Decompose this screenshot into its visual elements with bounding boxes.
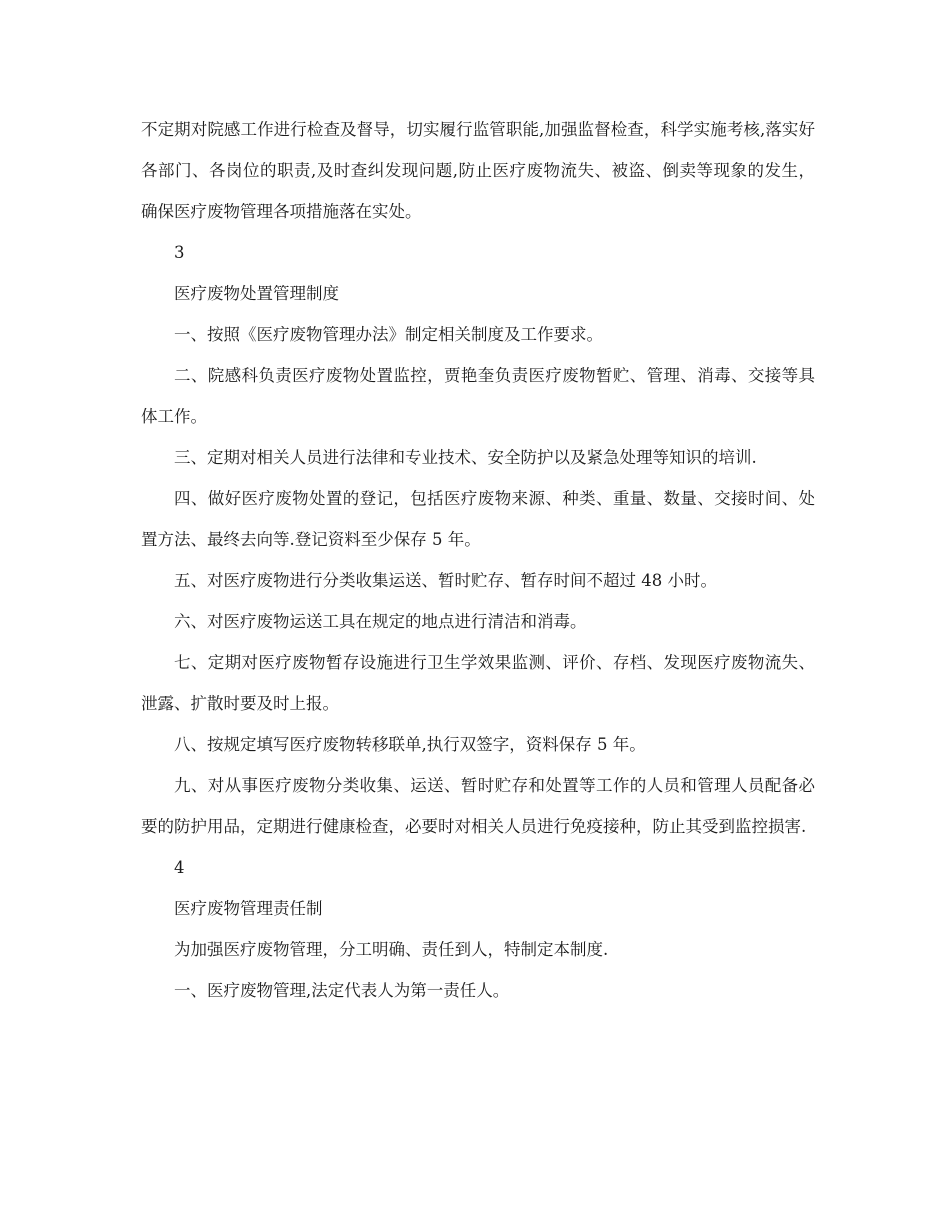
document-body	[141, 109, 815, 1011]
section-number-3: 3	[174, 243, 185, 262]
paragraph-item-2: 二、院感科负责医疗废物处置监控，贾艳奎负责医疗废物暂贮、管理、消毒、交接等具体工作。	[141, 366, 815, 426]
paragraph-item-9: 九、对从事医疗废物分类收集、运送、暂时贮存和处置等工作的人员和管理人员配备必要的防护用品，定期进行健康检查，必要时对相关人员进行免疫接种，防止其受到监控损害.	[141, 776, 815, 836]
paragraph-intro: 为加强医疗废物管理，分工明确、责任到人，特制定本制度.	[174, 940, 609, 959]
paragraph-item-4: 四、做好医疗废物处置的登记，包括医疗废物来源、种类、重量、数量、交接时间、处置方法、最终去向等.登记资料至少保存 5 年。	[141, 489, 815, 549]
paragraph-item-6: 六、对医疗废物运送工具在规定的地点进行清洁和消毒。	[174, 612, 587, 631]
paragraph-item-5: 五、对医疗废物进行分类收集运送、暂时贮存、暂存时间不超过 48 小时。	[174, 571, 717, 590]
section-number-4: 4	[174, 858, 185, 877]
paragraph-responsibility-1: 一、医疗废物管理,法定代表人为第一责任人。	[174, 981, 510, 1000]
section-title-disposal: 医疗废物处置管理制度	[174, 284, 339, 303]
paragraph-continuation: 不定期对院感工作进行检查及督导，切实履行监管职能,加强监督检查，科学实施考核,落实好各部门、各岗位的职责,及时查纠发现问题,防止医疗废物流失、被盗、倒卖等现象的发生， 确保医疗废物管理各项措施落在实处。	[141, 120, 815, 221]
paragraph-item-7: 七、定期对医疗废物暂存设施进行卫生学效果监测、评价、存档、发现医疗废物流失、泄露、扩散时要及时上报。	[141, 653, 815, 713]
paragraph-item-3: 三、定期对相关人员进行法律和专业技术、安全防护以及紧急处理等知识的培训.	[174, 448, 757, 467]
section-title-responsibility: 医疗废物管理责任制	[174, 899, 323, 918]
paragraph-item-8: 八、按规定填写医疗废物转移联单,执行双签字，资料保存 5 年。	[174, 735, 646, 754]
paragraph-item-1: 一、按照《医疗废物管理办法》制定相关制度及工作要求。	[174, 325, 603, 344]
